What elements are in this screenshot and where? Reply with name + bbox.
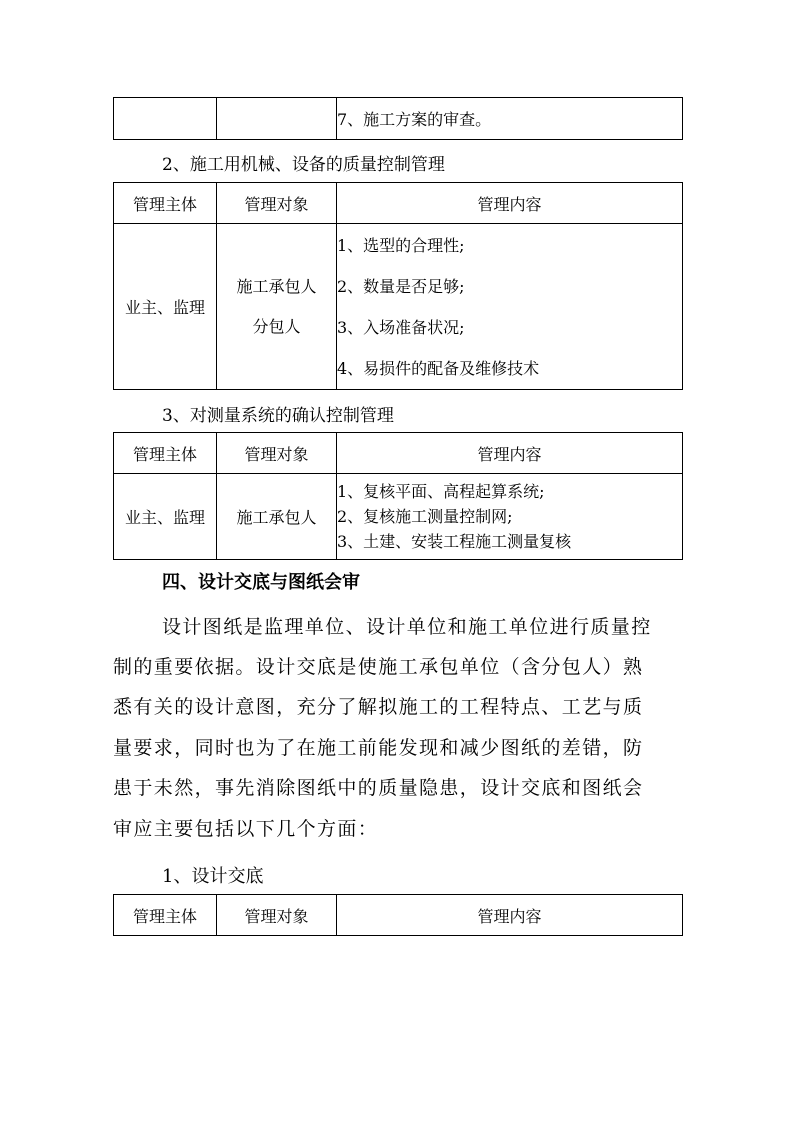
- table-design-disclosure: [113, 894, 683, 936]
- header-subject: 管理主体: [114, 895, 217, 936]
- cell-object: [217, 98, 337, 140]
- cell-subject: 业主、监理: [114, 474, 217, 560]
- table-header-row: [114, 433, 683, 474]
- paragraph-line: 悉有关的设计意图，充分了解拟施工的工程特点、工艺与质: [113, 696, 644, 718]
- paragraph-line: 患于未然，事先消除图纸中的质量隐患，设计交底和图纸会: [113, 777, 644, 799]
- paragraph-line: 量要求，同时也为了在施工前能发现和减少图纸的差错，防: [113, 737, 644, 759]
- subsection-1-title: 1、设计交底: [162, 866, 264, 887]
- cell-content: [337, 224, 683, 390]
- section-4-heading: 四、设计交底与图纸会审: [162, 572, 360, 593]
- content-item: 7、施工方案的审查。: [337, 110, 492, 129]
- content-item: 3、入场准备状况;: [337, 317, 465, 337]
- object-line: 分包人: [252, 316, 301, 336]
- object-line: 施工承包人: [236, 276, 317, 296]
- header-subject: 管理主体: [114, 183, 217, 224]
- content-item: 1、选型的合理性;: [337, 235, 465, 255]
- header-content: 管理内容: [337, 433, 683, 474]
- cell-content: [337, 474, 683, 560]
- paragraph-line: 审应主要包括以下几个方面：: [113, 818, 379, 840]
- paragraph-line: 制的重要依据。设计交底是使施工承包单位（含分包人）熟: [113, 656, 644, 678]
- table-header-row: [114, 183, 683, 224]
- header-object: 管理对象: [217, 433, 337, 474]
- cell-content: [337, 98, 683, 140]
- header-content: 管理内容: [337, 183, 683, 224]
- table-row: [114, 474, 683, 560]
- cell-subject: [114, 98, 217, 140]
- cell-object: 施工承包人: [217, 474, 337, 560]
- content-item: 1、复核平面、高程起算系统;: [337, 482, 545, 501]
- content-item: 2、数量是否足够;: [337, 276, 465, 296]
- content-item: 2、复核施工测量控制网;: [337, 507, 513, 526]
- table-machinery-control: [113, 182, 683, 390]
- table-header-row: [114, 895, 683, 936]
- table-measurement-control: [113, 432, 683, 560]
- content-item: 4、易损件的配备及维修技术: [337, 358, 540, 378]
- header-object: 管理对象: [217, 895, 337, 936]
- table-row: [114, 224, 683, 390]
- table-continuation: [113, 97, 683, 140]
- section-3-title: 3、对测量系统的确认控制管理: [162, 406, 394, 426]
- header-content: 管理内容: [337, 895, 683, 936]
- cell-object: [217, 224, 337, 390]
- paragraph-line: 设计图纸是监理单位、设计单位和施工单位进行质量控: [162, 616, 652, 638]
- content-item: 3、土建、安装工程施工测量复核: [337, 532, 572, 551]
- table-row: [114, 98, 683, 140]
- header-subject: 管理主体: [114, 433, 217, 474]
- header-object: 管理对象: [217, 183, 337, 224]
- cell-subject: 业主、监理: [114, 224, 217, 390]
- section-2-title: 2、施工用机械、设备的质量控制管理: [162, 155, 445, 175]
